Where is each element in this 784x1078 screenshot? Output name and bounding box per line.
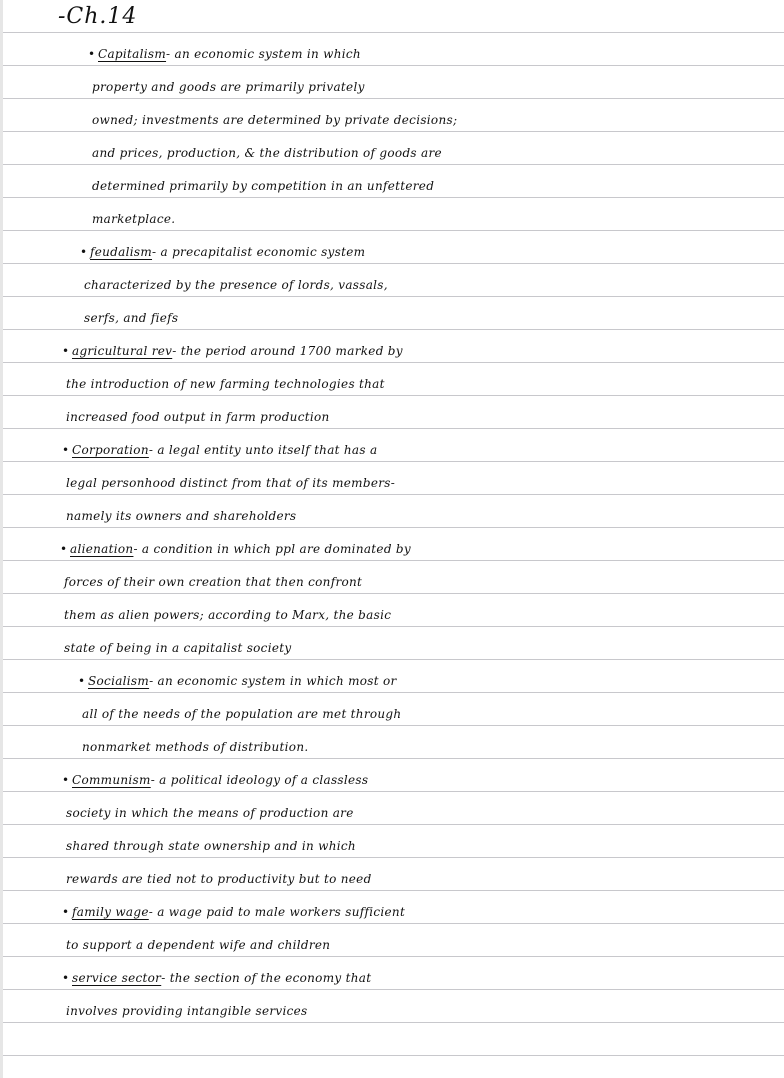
definition-text: nonmarket methods of distribution. xyxy=(82,740,309,754)
definition-text: state of being in a capitalist society xyxy=(64,641,292,655)
definition-line xyxy=(62,995,784,1028)
definition-text: to support a dependent wife and children xyxy=(66,938,331,952)
definition-line xyxy=(78,665,784,698)
definition-text: - a condition in which ppl are dominated by xyxy=(133,542,411,556)
definition-line xyxy=(62,500,784,533)
definition-line xyxy=(88,104,784,137)
definition-line xyxy=(60,599,784,632)
notes-list xyxy=(0,38,784,1028)
bullet-point: • xyxy=(80,245,88,259)
definition-text: marketplace. xyxy=(92,212,176,226)
definition-text: namely its owners and shareholders xyxy=(66,509,297,523)
definition-text: - a precapitalist economic system xyxy=(152,245,366,259)
definition-line xyxy=(62,929,784,962)
definition-entry xyxy=(0,962,784,1028)
definition-line xyxy=(62,401,784,434)
bullet-point: • xyxy=(62,443,70,457)
definition-line xyxy=(88,38,784,71)
definition-entry xyxy=(0,236,784,335)
definition-line xyxy=(62,962,784,995)
definition-line xyxy=(88,71,784,104)
definition-line xyxy=(62,434,784,467)
definition-text: - the section of the economy that xyxy=(161,971,372,985)
definition-line xyxy=(62,368,784,401)
definition-text: forces of their own creation that then confront xyxy=(64,575,363,589)
definition-line xyxy=(60,566,784,599)
definition-text: characterized by the presence of lords, vassals, xyxy=(84,278,388,292)
definition-line xyxy=(60,632,784,665)
definition-text: increased food output in farm production xyxy=(66,410,330,424)
definition-text: and prices, production, & the distribution of goods are xyxy=(92,146,442,160)
definition-entry xyxy=(0,38,784,236)
definition-text: shared through state ownership and in which xyxy=(66,839,356,853)
definition-text: property and goods are primarily privately xyxy=(92,80,365,94)
bullet-point: • xyxy=(60,542,68,556)
chapter-heading: -Ch.14 xyxy=(58,4,138,29)
definition-entry xyxy=(0,335,784,434)
definition-entry xyxy=(0,434,784,533)
definition-line xyxy=(62,863,784,896)
definition-line xyxy=(88,203,784,236)
definition-line xyxy=(78,698,784,731)
definition-line xyxy=(78,731,784,764)
definition-text: - a legal entity unto itself that has a xyxy=(148,443,378,457)
definition-line xyxy=(80,269,784,302)
definition-text: the introduction of new farming technologies that xyxy=(66,377,385,391)
definition-line xyxy=(88,137,784,170)
definition-text: them as alien powers; according to Marx, the basic xyxy=(64,608,392,622)
definition-line xyxy=(88,170,784,203)
definition-text: legal personhood distinct from that of its members- xyxy=(66,476,396,490)
term: service sector xyxy=(72,971,162,985)
definition-text: involves providing intangible services xyxy=(66,1004,308,1018)
bullet-point: • xyxy=(62,905,70,919)
definition-text: serfs, and fiefs xyxy=(84,311,179,325)
definition-text: owned; investments are determined by private decisions; xyxy=(92,113,458,127)
definition-text: - an economic system in which xyxy=(166,47,361,61)
definition-line xyxy=(62,830,784,863)
bullet-point: • xyxy=(88,47,96,61)
definition-line xyxy=(62,764,784,797)
bullet-point: • xyxy=(62,344,70,358)
term: feudalism xyxy=(90,245,153,259)
definition-entry xyxy=(0,533,784,665)
definition-line xyxy=(80,236,784,269)
definition-text: - a political ideology of a classless xyxy=(150,773,369,787)
definition-text: - a wage paid to male workers sufficient xyxy=(148,905,406,919)
definition-text: determined primarily by competition in an unfettered xyxy=(92,179,435,193)
term: agricultural rev xyxy=(72,344,173,358)
term: Communism xyxy=(72,773,151,787)
definition-text: - the period around 1700 marked by xyxy=(172,344,403,358)
definition-text: all of the needs of the population are met through xyxy=(82,707,402,721)
definition-text: - an economic system in which most or xyxy=(149,674,397,688)
definition-text: rewards are tied not to productivity but to need xyxy=(66,872,372,886)
definition-line xyxy=(62,797,784,830)
definition-line xyxy=(62,467,784,500)
bullet-point: • xyxy=(62,773,70,787)
term: family wage xyxy=(72,905,149,919)
definition-entry xyxy=(0,665,784,764)
term: Socialism xyxy=(88,674,150,688)
definition-line xyxy=(62,896,784,929)
term: alienation xyxy=(70,542,134,556)
definition-line xyxy=(60,533,784,566)
term: Corporation xyxy=(72,443,149,457)
definition-entry xyxy=(0,764,784,896)
definition-line xyxy=(80,302,784,335)
definition-text: society in which the means of production are xyxy=(66,806,354,820)
definition-line xyxy=(62,335,784,368)
bullet-point: • xyxy=(78,674,86,688)
term: Capitalism xyxy=(98,47,167,61)
bullet-point: • xyxy=(62,971,70,985)
definition-entry xyxy=(0,896,784,962)
